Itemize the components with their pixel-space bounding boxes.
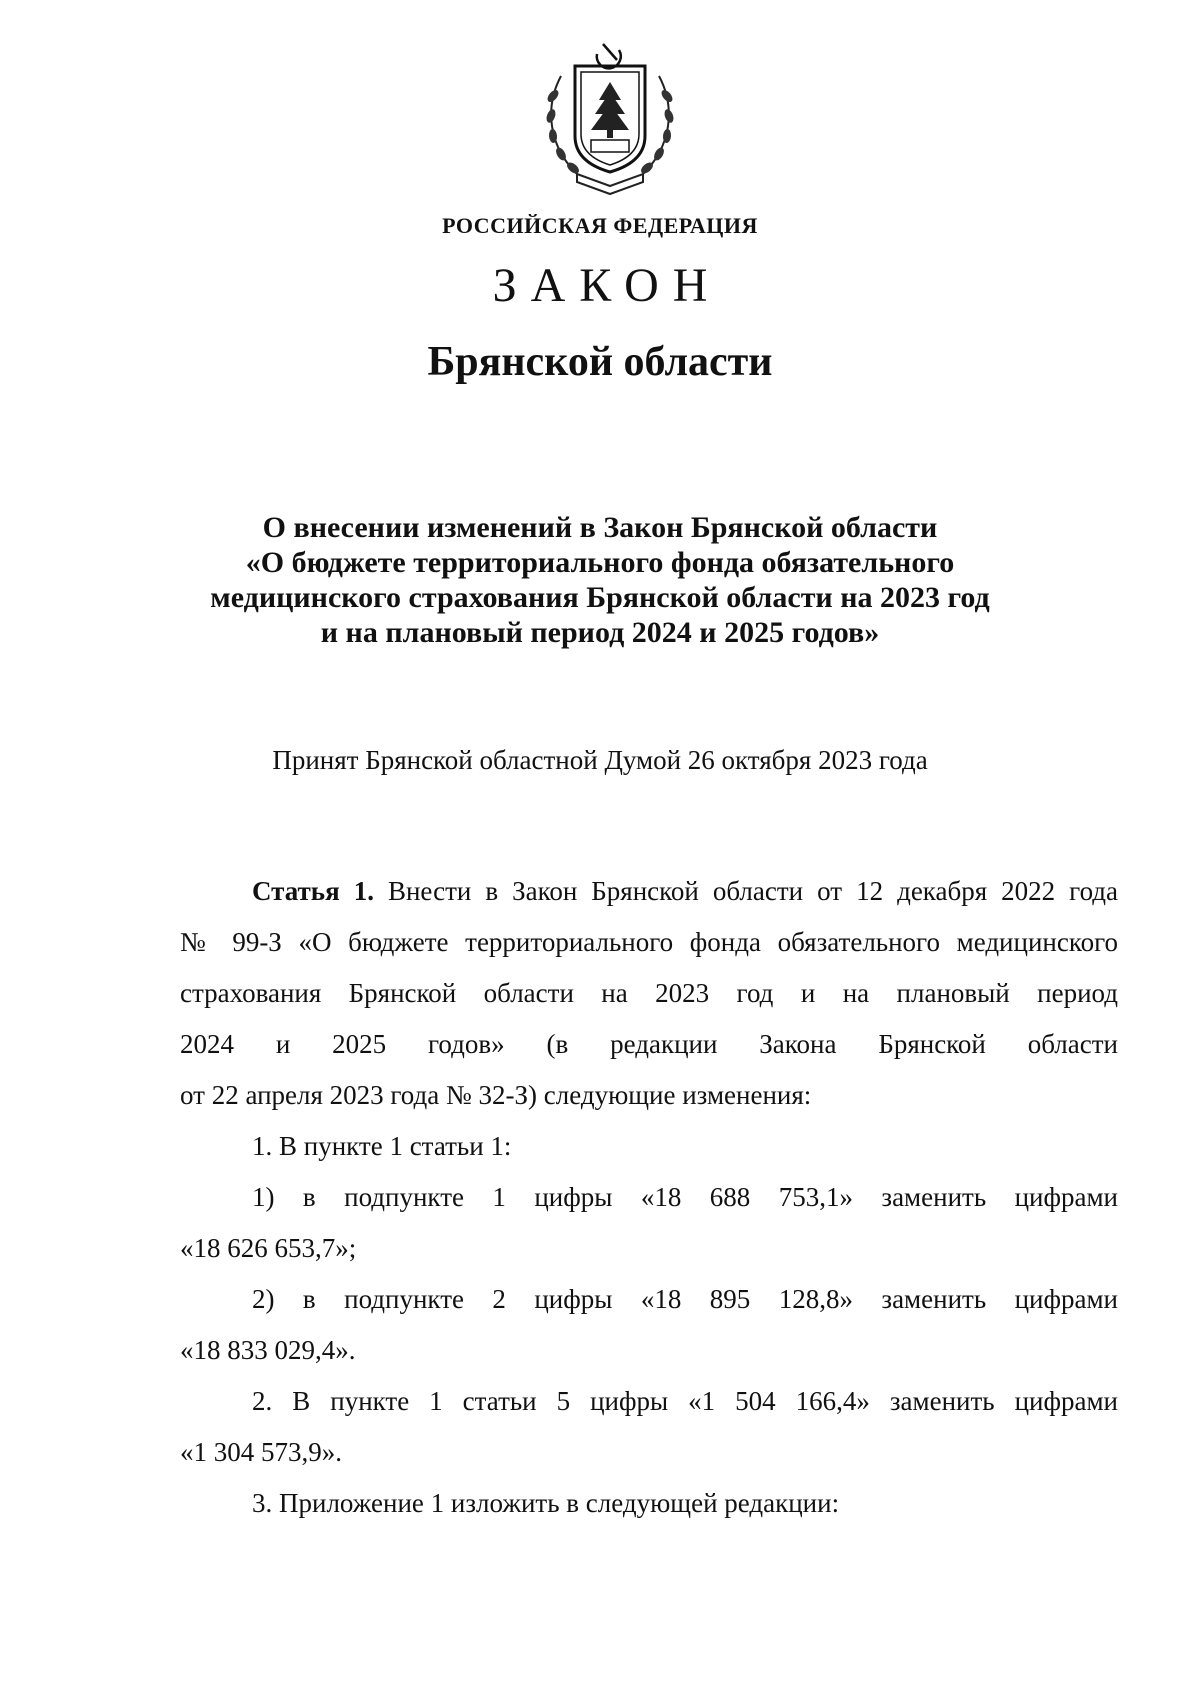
law-title <box>0 510 1200 650</box>
subitem-1: 1) в подпункте 1 цифры «18 688 753,1» заменить цифрами «18 626 653,7»; <box>180 1182 1118 1263</box>
article-line: 2024 и 2025 годов» (в редакции Закона Брянской области <box>180 1029 1118 1059</box>
article-line: страхования Брянской области на 2023 год и на плановый период <box>180 978 1118 1008</box>
article-1 <box>180 866 1118 1121</box>
article-line: Статья 1. Внести в Закон Брянской области от 12 декабря 2022 года <box>252 876 1119 906</box>
region-name: Брянской области <box>427 339 773 385</box>
title-line: медицинского страхования Брянской области на 2023 год <box>210 581 990 614</box>
title-line: О внесении изменений в Закон Брянской области <box>262 511 938 544</box>
document-type: ЗАКОН <box>492 259 722 312</box>
coat-of-arms-icon <box>539 36 681 196</box>
adoption-note: Принят Брянской областной Думой 26 октября 2023 года <box>272 745 928 775</box>
article-line: от 22 апреля 2023 года № 32-З) следующие изменения: <box>180 1080 812 1110</box>
subitem-2: 2) в подпункте 2 цифры «18 895 128,8» заменить цифрами «18 833 029,4». <box>180 1284 1118 1365</box>
item-3: 3. Приложение 1 изложить в следующей редакции: <box>252 1488 840 1518</box>
item-1: 1. В пункте 1 статьи 1: <box>252 1131 512 1161</box>
title-line: «О бюджете территориального фонда обязательного <box>245 546 955 579</box>
title-line: и на плановый период 2024 и 2025 годов» <box>320 616 880 649</box>
item-2: 2. В пункте 1 статьи 5 цифры «1 504 166,4» заменить цифрами «1 304 573,9». <box>180 1386 1118 1467</box>
country-name: РОССИЙСКАЯ ФЕДЕРАЦИЯ <box>442 213 758 238</box>
article-line: № 99-З «О бюджете территориального фонда обязательного медицинского <box>180 927 1118 957</box>
article-label: Статья 1. <box>252 876 374 906</box>
